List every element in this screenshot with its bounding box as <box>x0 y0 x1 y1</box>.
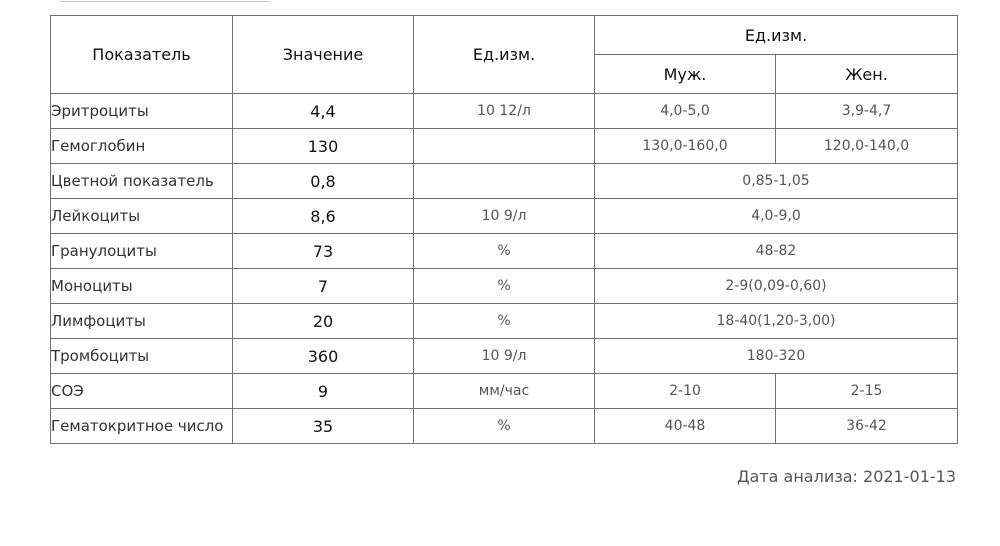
row-norm-male: 130,0-160,0 <box>595 129 776 164</box>
row-value: 4,4 <box>233 94 414 129</box>
row-name: Моноциты <box>51 269 233 304</box>
row-name: Эритроциты <box>51 94 233 129</box>
row-norm-male: 40-48 <box>595 409 776 444</box>
row-unit: % <box>414 409 595 444</box>
row-value: 20 <box>233 304 414 339</box>
header-male: Муж. <box>595 55 776 94</box>
row-name: Цветной показатель <box>51 164 233 199</box>
row-unit: 10 9/л <box>414 339 595 374</box>
table-row <box>51 374 958 409</box>
row-name: Гематокритное число <box>51 409 233 444</box>
cropped-text-fragment <box>60 0 270 3</box>
row-value: 360 <box>233 339 414 374</box>
header-female: Жен. <box>776 55 958 94</box>
row-norm: 4,0-9,0 <box>595 199 958 234</box>
header-norm-group: Ед.изм. <box>595 16 958 55</box>
row-name: Лимфоциты <box>51 304 233 339</box>
row-value: 35 <box>233 409 414 444</box>
row-unit: 10 12/л <box>414 94 595 129</box>
row-norm: 180-320 <box>595 339 958 374</box>
row-norm-female: 120,0-140,0 <box>776 129 958 164</box>
table-header-row <box>51 16 958 55</box>
table-row <box>51 339 958 374</box>
row-norm-male: 4,0-5,0 <box>595 94 776 129</box>
row-unit: % <box>414 269 595 304</box>
row-value: 8,6 <box>233 199 414 234</box>
analysis-date: Дата анализа: 2021-01-13 <box>737 467 956 486</box>
blood-test-table <box>50 15 958 444</box>
row-norm-female: 3,9-4,7 <box>776 94 958 129</box>
row-norm: 2-9(0,09-0,60) <box>595 269 958 304</box>
header-unit: Ед.изм. <box>414 16 595 94</box>
row-value: 73 <box>233 234 414 269</box>
table-row <box>51 234 958 269</box>
row-name: СОЭ <box>51 374 233 409</box>
table-row <box>51 94 958 129</box>
table-row <box>51 199 958 234</box>
row-value: 130 <box>233 129 414 164</box>
row-norm-female: 36-42 <box>776 409 958 444</box>
row-name: Гранулоциты <box>51 234 233 269</box>
table-row <box>51 409 958 444</box>
row-value: 7 <box>233 269 414 304</box>
row-name: Лейкоциты <box>51 199 233 234</box>
table-row <box>51 304 958 339</box>
row-unit: 10 9/л <box>414 199 595 234</box>
table-row <box>51 164 958 199</box>
header-value: Значение <box>233 16 414 94</box>
row-unit <box>414 129 595 164</box>
header-name: Показатель <box>51 16 233 94</box>
row-name: Тромбоциты <box>51 339 233 374</box>
row-norm: 18-40(1,20-3,00) <box>595 304 958 339</box>
row-name: Гемоглобин <box>51 129 233 164</box>
row-norm: 48-82 <box>595 234 958 269</box>
table-row <box>51 269 958 304</box>
row-norm: 0,85-1,05 <box>595 164 958 199</box>
row-value: 0,8 <box>233 164 414 199</box>
row-unit <box>414 164 595 199</box>
row-unit: мм/час <box>414 374 595 409</box>
row-norm-male: 2-10 <box>595 374 776 409</box>
row-unit: % <box>414 304 595 339</box>
row-norm-female: 2-15 <box>776 374 958 409</box>
table-row <box>51 129 958 164</box>
row-value: 9 <box>233 374 414 409</box>
row-unit: % <box>414 234 595 269</box>
